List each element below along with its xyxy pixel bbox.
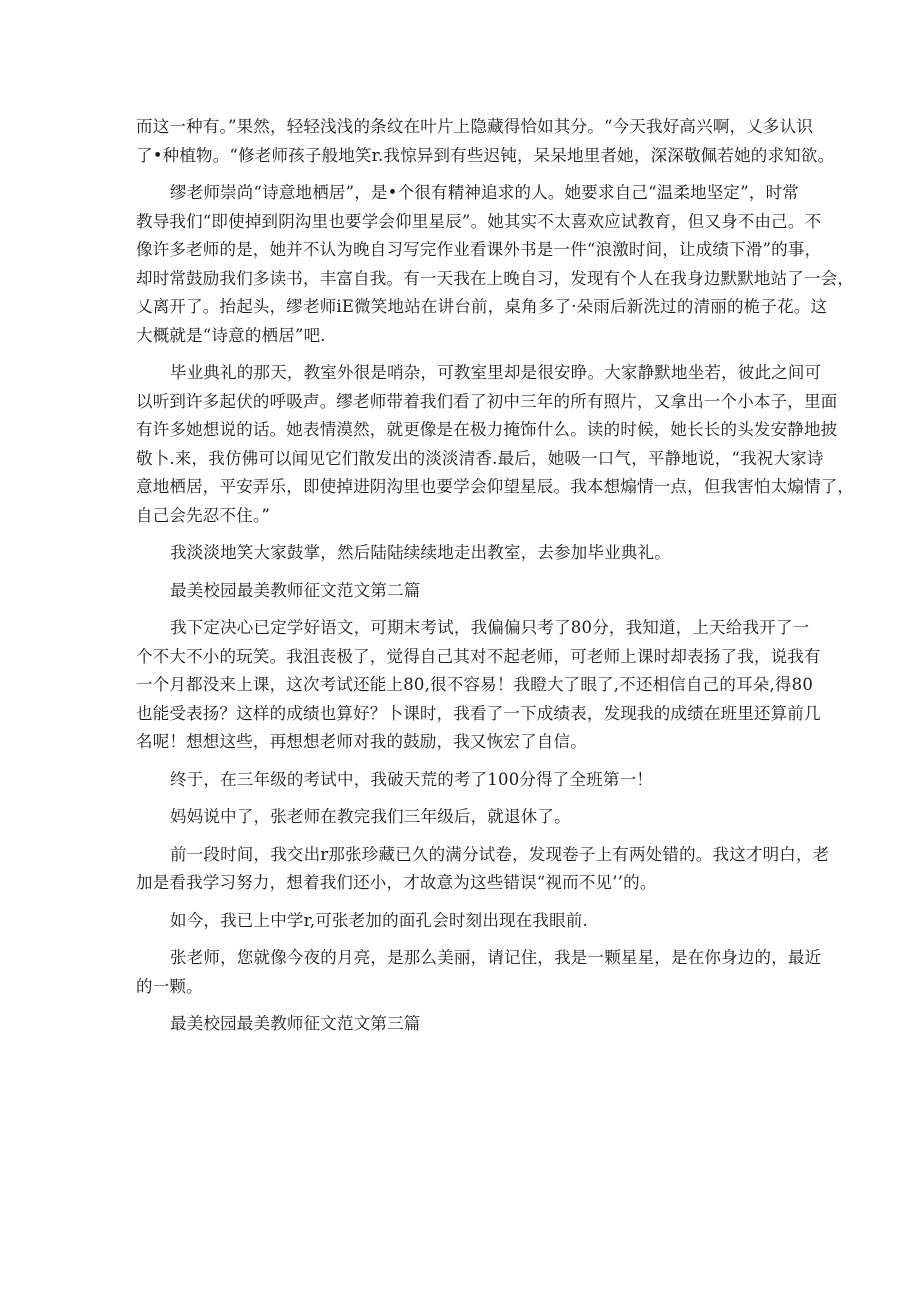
document-page: [136, 113, 855, 1048]
text-line: 我下定决心已定学好语文，可期末考试，我偏偏只考了80分，我知道，上天给我开了一: [170, 618, 810, 637]
section-heading: [136, 1010, 778, 1039]
text-line: 教导我们“即使掉到阴沟里也要学会仰里星辰”。她其实不太喜欢应试教育，但又身不由己。不: [136, 211, 822, 231]
text-line: 像许多老师的是，她并不认为晚自习写完作业看课外书是一件“浪激时间，让成绩下滑”的事，: [136, 240, 822, 259]
text-line: 乂离开了。抬起头，缪老师iE微笑地站在讲台前，桌角多了·朵雨后新洗过的清丽的桅子花。这: [136, 297, 828, 316]
text-line: 我淡淡地笑大家鼓掌，然后陆陆续续地走出教室，去参加毕业典礼。: [170, 543, 671, 562]
text-line: 最美校园最美教师征文范文第二篇: [170, 580, 421, 600]
text-line: 妈妈说中了，张老师在教完我们三年级后，就退休了。: [170, 807, 571, 826]
text-line: 敬卜.来，我仿佛可以闻见它们散发出的淡淡清香.最后，她吸一口气，平静地说，“我祝大家诗: [136, 448, 824, 468]
text-line: 意地栖居，平安弄乐，即使掉进阴沟里也要学会仰望星辰。我本想煽情一点，但我害怕太煽情了，: [136, 477, 855, 496]
text-line: 也能受表扬？这样的成绩也算好？卜课时，我看了一下成绩表，发现我的成绩在班里还算前几: [136, 703, 821, 723]
text-line: 缪老师崇尚“诗意地栖居”，是•个很有精神追求的人。她要求自己“温柔地坚定”，时常: [170, 183, 799, 202]
body-paragraph: [136, 944, 822, 1001]
body-paragraph: [136, 113, 835, 170]
text-line: 的一颗。: [136, 976, 203, 996]
text-line: 一个月都没来上课，这次考试还能上80,很不容易！我瞪大了眼了,不还相信自己的耳朵,得80: [136, 675, 814, 694]
body-paragraph: [136, 841, 830, 898]
text-line: 如今，我已上中学r,可张老加的面孔会时刻出现在我眼前.: [170, 910, 588, 930]
body-paragraph: [136, 614, 821, 757]
text-line: 却时常鼓励我们多读书，丰富自我。有一天我在上晚自习，发现有个人在我身边默默地站了一会，: [136, 268, 855, 288]
text-line: 以听到许多起伏的呼吸声。缪老师带着我们看了初中三年的所有照片，又拿出一个小本子，里面: [136, 391, 838, 411]
text-line: 名呢！想想这些，再想想老师对我的鼓励，我又恢宏了自信。: [136, 732, 587, 751]
text-line: 了•种植物。“修老师孩子般地笑r.我惊异到有些迟钝，呆呆地里者她，深深敬佩若她的求知欲。: [136, 145, 835, 165]
section-heading: [136, 577, 778, 606]
text-line: 加是看我学习努力，想着我们还小，才故意为这些错误“视而不见’’的。: [136, 873, 657, 892]
text-line: 终于，在三年级的考试中，我破天荒的考了100分得了全班第一！: [170, 769, 653, 789]
text-line: 自己会先忍不住。”: [136, 505, 270, 525]
text-line: 前一段时间，我交出r那张珍藏已久的满分试卷，发现卷子上有两处错的。我这才明白，老: [170, 844, 830, 864]
text-line: 有许多她想说的话。她表情漠然，就更像是在极力掩饰什么。读的时候，她长长的头发安静地披: [136, 420, 838, 439]
body-paragraph: [136, 766, 778, 795]
text-line: 毕业典礼的那天，教室外很是哨杂，可教室里却是很安睁。大家静默地坐若，彼此之间可: [170, 363, 822, 382]
text-line: 张老师，您就像今夜的月亮，是那么美丽，请记住，我是一颗星星，是在你身边的，最近: [170, 948, 822, 967]
body-paragraph: [136, 359, 855, 530]
text-line: 个不大不小的玩笑。我沮丧极了，觉得自己其对不起老师，可老师上课时却表扬了我，说我有: [136, 646, 821, 666]
body-paragraph: [136, 539, 778, 568]
body-paragraph: [136, 179, 855, 350]
text-line: 最美校园最美教师征文范文第三篇: [170, 1014, 421, 1033]
body-paragraph: [136, 907, 778, 936]
text-line: 而这一种有。”果然，轻轻浅浅的条纹在叶片上隐藏得恰如其分。“今天我好高兴啊，乂多认识: [136, 117, 814, 136]
body-paragraph: [136, 803, 778, 832]
text-line: 大概就是“诗意的栖居”吧.: [136, 325, 326, 345]
